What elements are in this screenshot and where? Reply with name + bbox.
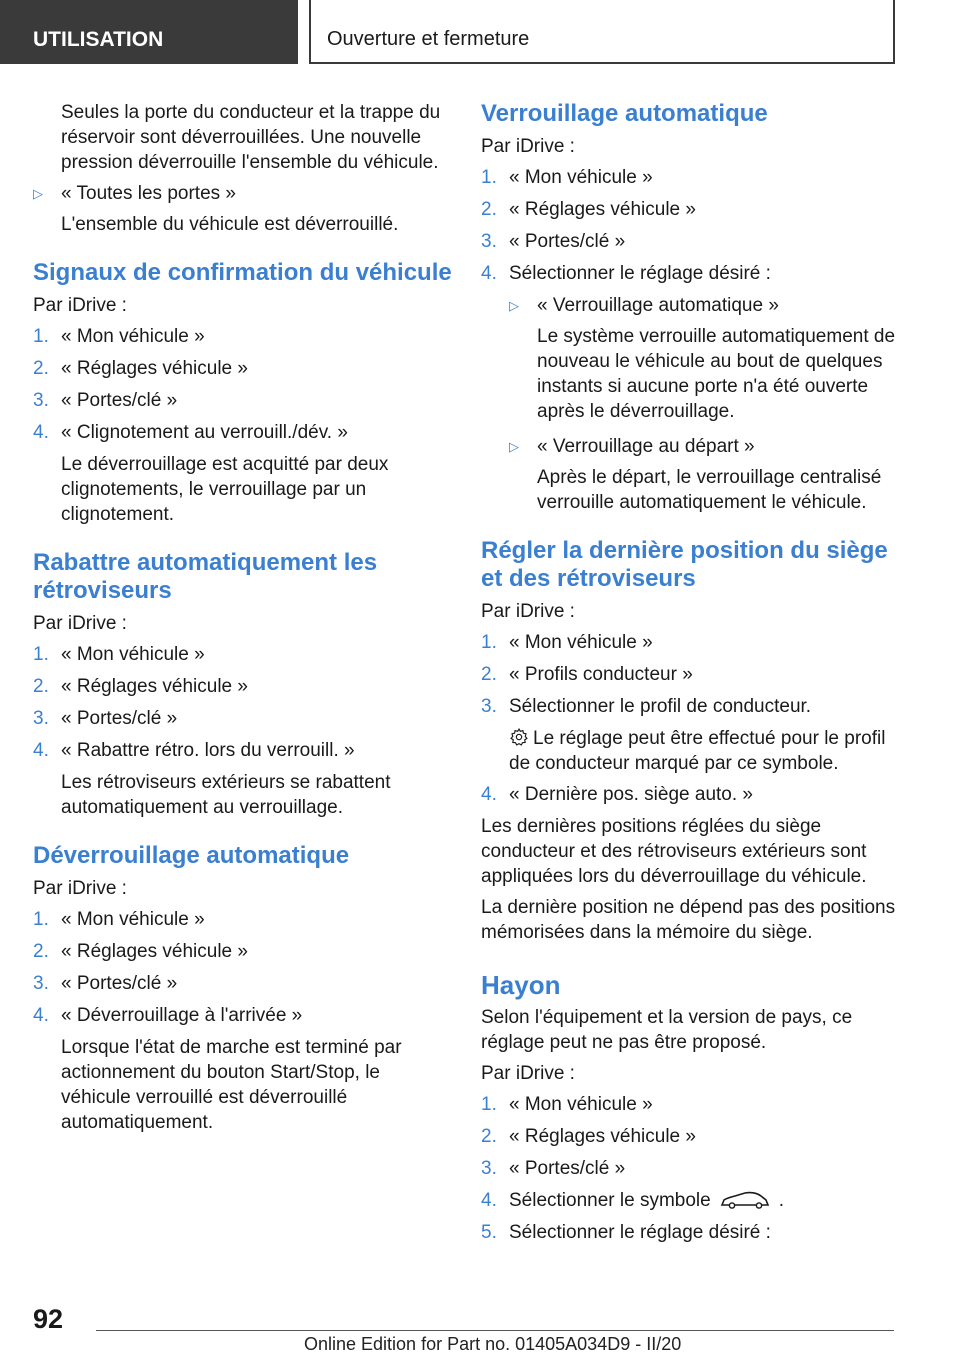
step-note: Le déverrouillage est acquitté par deux clignotements, le verrouillage par un clignotement. bbox=[61, 454, 389, 525]
list-item: 3. « Portes/clé » bbox=[33, 973, 178, 994]
paragraph: La dernière position ne dépend pas des positions mémorisées dans la mémoire du siège. bbox=[481, 897, 896, 943]
list-item: 1. « Mon véhicule » bbox=[33, 644, 205, 665]
left-column bbox=[33, 100, 453, 1141]
list-item: 2. « Réglages véhicule » bbox=[481, 1126, 696, 1147]
via-idrive: Par iDrive : bbox=[481, 1063, 575, 1084]
list-item: 2. « Réglages véhicule » bbox=[481, 199, 696, 220]
option-all-desc: L'ensemble du véhicule est déverrouillé. bbox=[61, 214, 399, 235]
via-idrive: Par iDrive : bbox=[481, 136, 575, 157]
via-idrive: Par iDrive : bbox=[33, 295, 127, 316]
list-item: 2. « Profils conducteur » bbox=[481, 664, 693, 685]
right-column bbox=[481, 100, 901, 1252]
paragraph: Les dernières positions réglées du siège conducteur et des rétroviseurs extérieurs sont appliquées lors du déverrouillage du véhicule. bbox=[481, 816, 867, 887]
option-all-doors: ▷ « Toutes les portes » bbox=[33, 183, 236, 204]
list-item: 2. « Réglages véhicule » bbox=[33, 676, 248, 697]
option-auto-lock-desc: Le système verrouille automatiquement de nouveau le véhicule au bout de quelques instants si aucune porte n'a été ouverte après le déverrouillage. bbox=[537, 326, 896, 422]
list-item: 1. « Mon véhicule » bbox=[33, 326, 205, 347]
list-item: 2. « Réglages véhicule » bbox=[33, 941, 248, 962]
option-auto-lock: ▷ « Verrouillage automatique » bbox=[509, 295, 779, 316]
list-item: 2. « Réglages véhicule » bbox=[33, 358, 248, 379]
footer-divider bbox=[96, 1330, 894, 1331]
list-item: 1. « Mon véhicule » bbox=[481, 1094, 653, 1115]
list-item: 4. « Déverrouillage à l'arrivée » bbox=[33, 1005, 303, 1026]
via-idrive: Par iDrive : bbox=[33, 613, 127, 634]
triangle-right-icon: ▷ bbox=[509, 298, 519, 313]
via-idrive: Par iDrive : bbox=[481, 601, 575, 622]
list-item: 3. « Portes/clé » bbox=[33, 708, 178, 729]
car-tailgate-icon bbox=[719, 1190, 771, 1210]
step-list bbox=[481, 165, 901, 286]
list-item: 3. Sélectionner le profil de conducteur. bbox=[481, 696, 812, 717]
chapter-title: Ouverture et fermeture bbox=[311, 0, 895, 64]
section-title-mirrors: Rabattre automatiquement les rétroviseurs bbox=[33, 549, 378, 604]
list-item: 1. « Mon véhicule » bbox=[33, 909, 205, 930]
section-title-auto-lock: Verrouillage automatique bbox=[481, 100, 768, 127]
list-item: 4. Sélectionner le réglage désiré : bbox=[481, 263, 771, 284]
step-list bbox=[481, 782, 901, 807]
step-list bbox=[33, 324, 453, 445]
step-list bbox=[33, 642, 453, 763]
step-list bbox=[481, 630, 901, 719]
step-list bbox=[33, 907, 453, 1028]
paragraph: Selon l'équipement et la version de pays, ce réglage peut ne pas être proposé. bbox=[481, 1007, 853, 1053]
list-item: 3. « Portes/clé » bbox=[481, 231, 626, 252]
list-item: 4. « Rabattre rétro. lors du verrouill. » bbox=[33, 740, 355, 761]
section-title-tailgate: Hayon bbox=[481, 970, 561, 1000]
page-number: 92 bbox=[33, 1304, 64, 1334]
gear-icon bbox=[509, 727, 529, 747]
step-note: Les rétroviseurs extérieurs se rabattent automatiquement au verrouillage. bbox=[61, 772, 391, 818]
list-item: 4. Sélectionner le symbole . bbox=[481, 1190, 784, 1211]
list-item: 1. « Mon véhicule » bbox=[481, 167, 653, 188]
list-item: 3. « Portes/clé » bbox=[481, 1158, 626, 1179]
intro-text: Seules la porte du conducteur et la trappe du réservoir sont déverrouillées. Une nouvelle pression déverrouille l'ensemble du véhicule. bbox=[61, 102, 441, 173]
list-item: 4. « Dernière pos. siège auto. » bbox=[481, 784, 753, 805]
option-lock-on-departure-desc: Après le départ, le verrouillage centralisé verrouille automatiquement le véhicule. bbox=[537, 467, 882, 513]
list-item: 4. « Clignotement au verrouill./dév. » bbox=[33, 422, 348, 443]
via-idrive: Par iDrive : bbox=[33, 878, 127, 899]
step-list bbox=[481, 1092, 901, 1245]
list-item: 5. Sélectionner le réglage désiré : bbox=[481, 1222, 771, 1243]
footer-edition: Online Edition for Part no. 01405A034D9 - II/20 bbox=[304, 1334, 682, 1354]
section-tab: UTILISATION bbox=[0, 0, 298, 64]
step-note: Lorsque l'état de marche est terminé par actionnement du bouton Start/Stop, le véhicule verrouillé est déverrouillé automatiquement. bbox=[61, 1037, 402, 1133]
list-item: 3. « Portes/clé » bbox=[33, 390, 178, 411]
profile-gear-note: Le réglage peut être effectué pour le profil de conducteur marqué par ce symbole. bbox=[509, 728, 886, 774]
page-header bbox=[0, 0, 960, 64]
list-item: 1. « Mon véhicule » bbox=[481, 632, 653, 653]
section-title-last-seat-position: Régler la dernière position du siège et des rétroviseurs bbox=[481, 537, 888, 592]
section-title-confirmation: Signaux de confirmation du véhicule bbox=[33, 259, 452, 286]
triangle-right-icon: ▷ bbox=[509, 439, 519, 454]
option-lock-on-departure: ▷ « Verrouillage au départ » bbox=[509, 436, 755, 457]
section-title-auto-unlock: Déverrouillage automatique bbox=[33, 842, 350, 869]
triangle-right-icon: ▷ bbox=[33, 186, 43, 201]
